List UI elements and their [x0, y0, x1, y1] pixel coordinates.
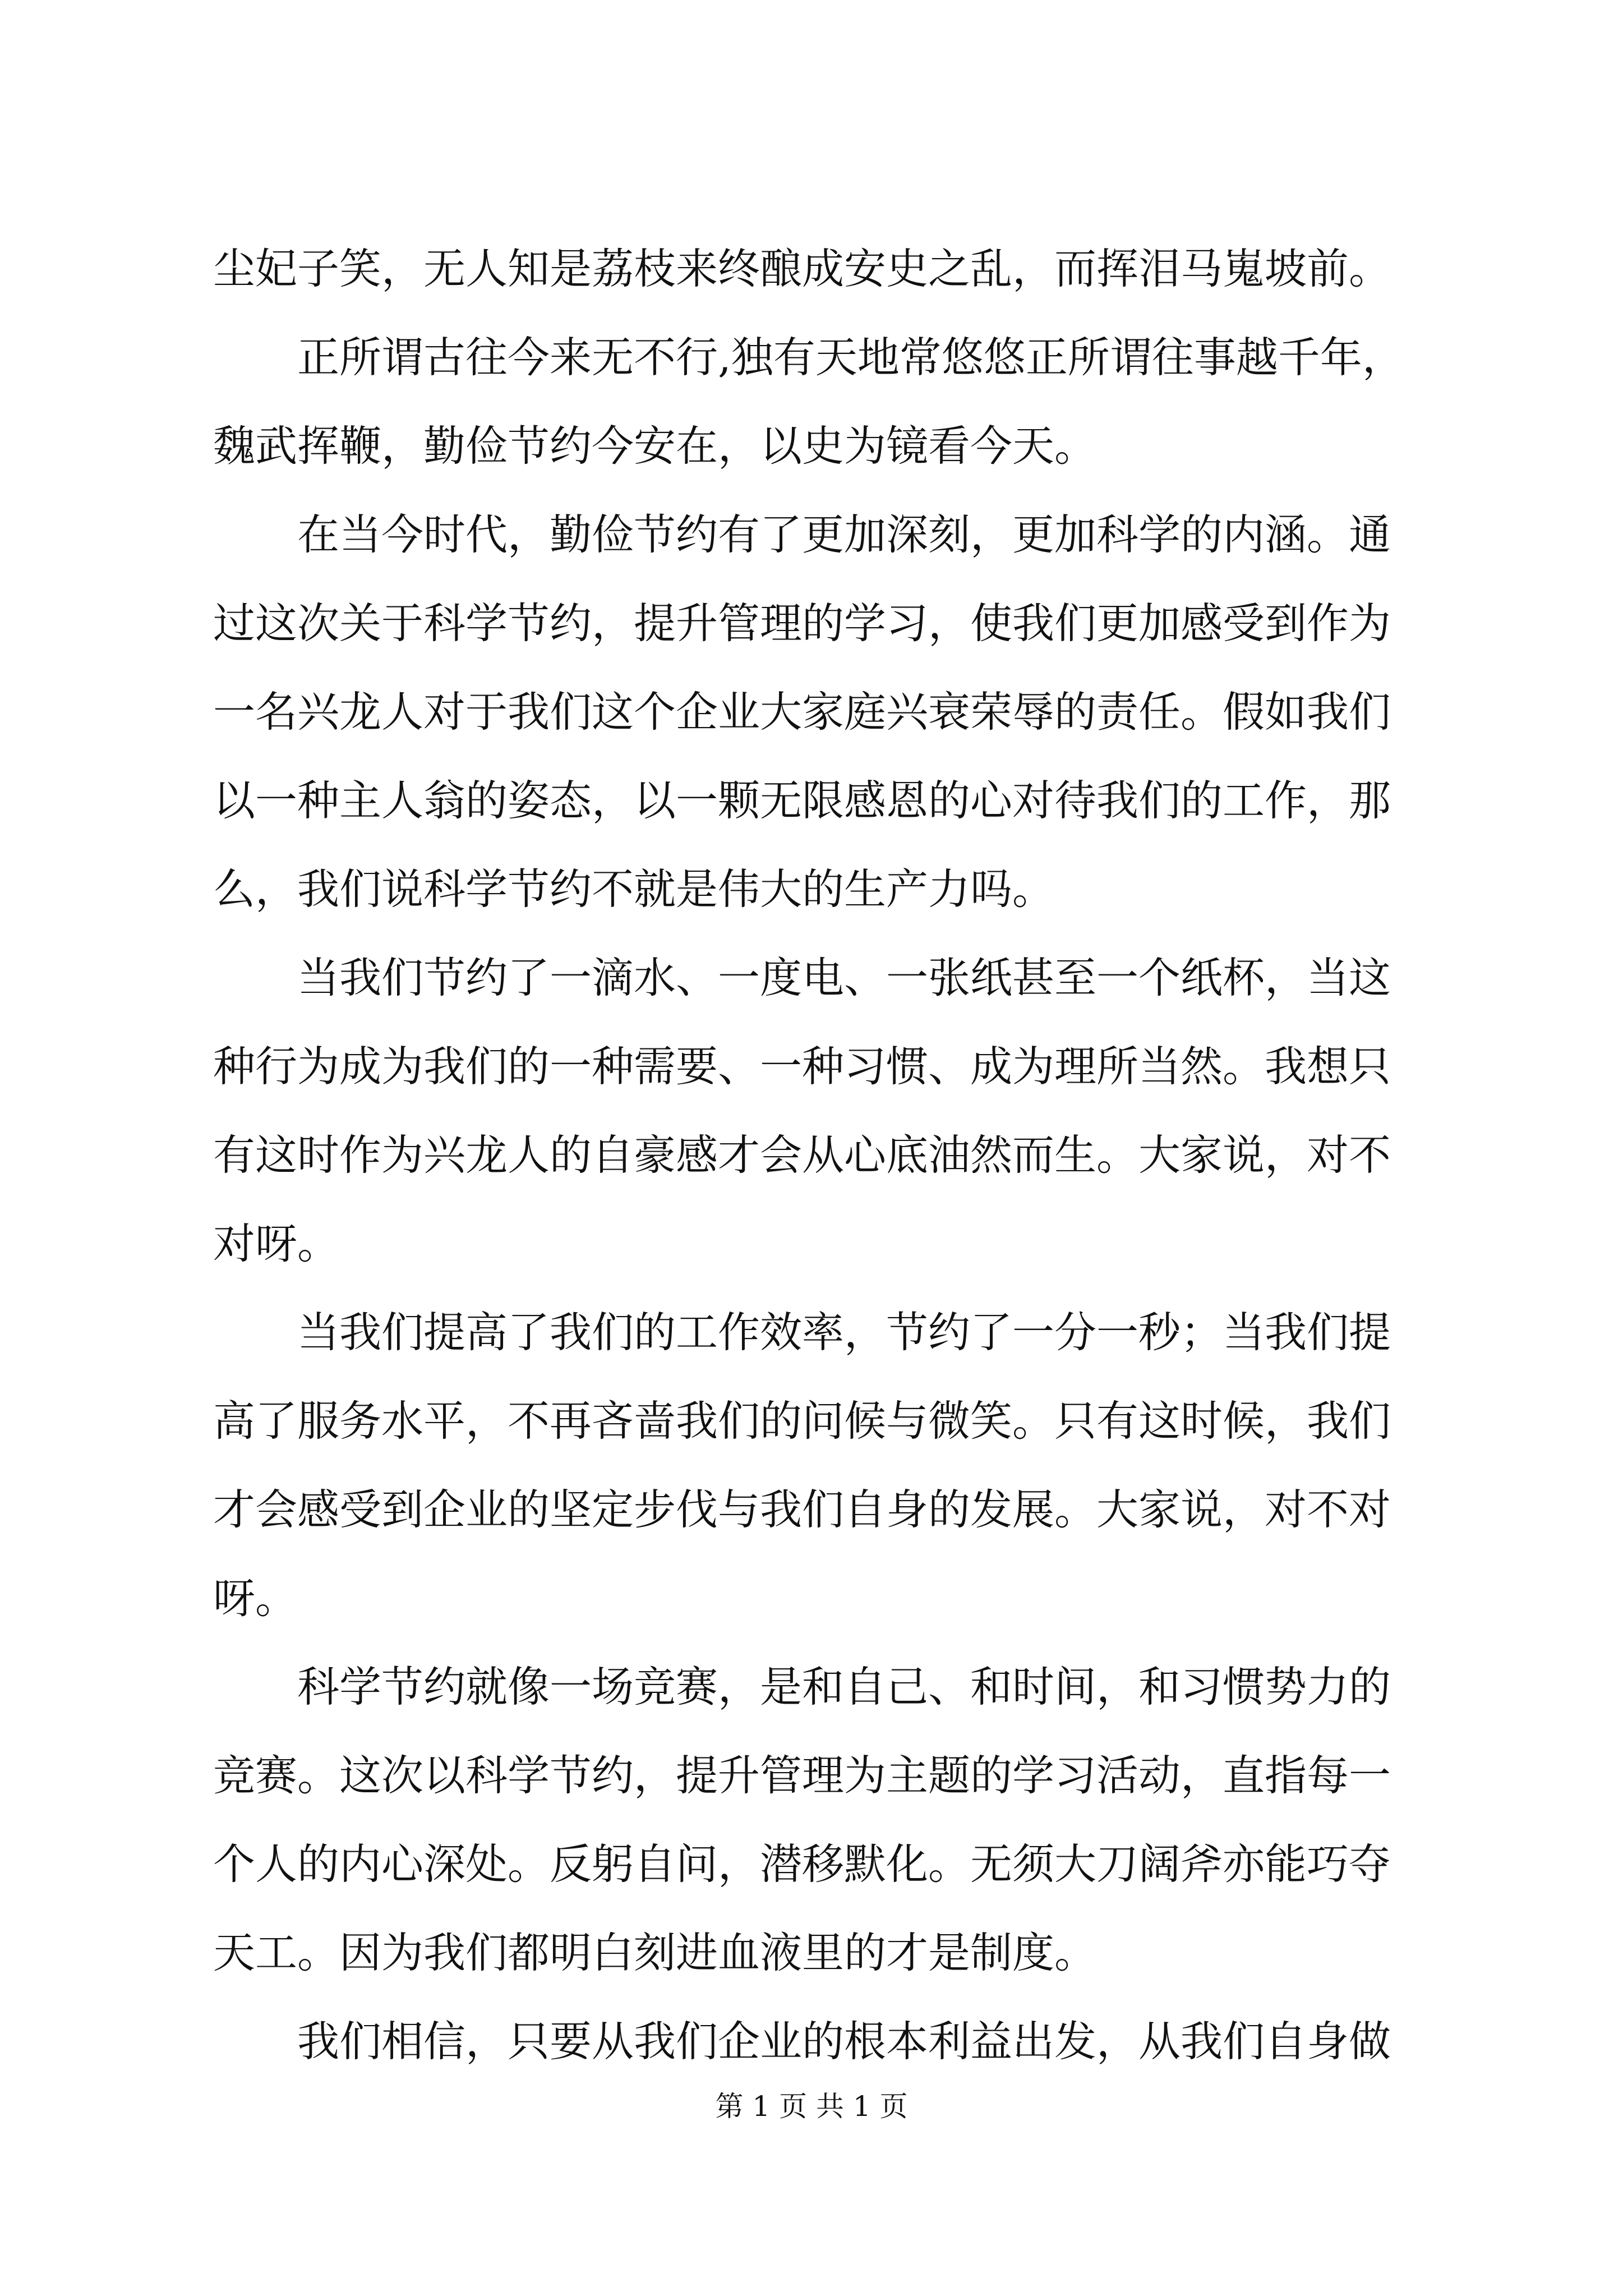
- text-line: 当我们提高了我们的工作效率，节约了一分一秒；当我们提: [297, 1308, 1391, 1357]
- text-line: 对呀。: [213, 1219, 340, 1268]
- text-line: 天工。因为我们都明白刻进血液里的才是制度。: [213, 1928, 1097, 1977]
- text-line: 在当今时代，勤俭节约有了更加深刻，更加科学的内涵。通: [297, 510, 1391, 559]
- text-line: 科学节约就像一场竞赛，是和自己、和时间，和习惯势力的: [297, 1662, 1391, 1711]
- text-line: 竞赛。这次以科学节约，提升管理为主题的学习活动，直指每一: [213, 1751, 1391, 1800]
- page-footer: 第 1 页 共 1 页: [715, 2090, 908, 2123]
- text-line: 才会感受到企业的坚定步伐与我们自身的发展。大家说，对不对: [213, 1485, 1391, 1534]
- text-line: 尘妃子笑，无人知是荔枝来终酿成安史之乱，而挥泪马嵬坡前。: [213, 244, 1391, 293]
- text-line: 个人的内心深处。反躬自问，潜移默化。无须大刀阔斧亦能巧夺: [213, 1839, 1391, 1889]
- text-line: 高了服务水平，不再吝啬我们的问候与微笑。只有这时候，我们: [213, 1396, 1391, 1446]
- text-line: 一名兴龙人对于我们这个企业大家庭兴衰荣辱的责任。假如我们: [213, 687, 1391, 737]
- text-line: 么，我们说科学节约不就是伟大的生产力吗。: [213, 864, 1055, 914]
- text-line: 魏武挥鞭，勤俭节约今安在，以史为镜看今天。: [213, 421, 1097, 471]
- text-line: 以一种主人翁的姿态，以一颗无限感恩的心对待我们的工作，那: [213, 776, 1391, 825]
- body-text: [213, 224, 1469, 2086]
- text-line: 呀。: [213, 1573, 298, 1623]
- text-line: 过这次关于科学节约，提升管理的学习，使我们更加感受到作为: [213, 599, 1391, 648]
- text-line: 我们相信，只要从我们企业的根本利益出发，从我们自身做: [297, 2017, 1391, 2066]
- text-line: 种行为成为我们的一种需要、一种习惯、成为理所当然。我想只: [213, 1042, 1391, 1091]
- text-line: 有这时作为兴龙人的自豪感才会从心底油然而生。大家说，对不: [213, 1130, 1391, 1180]
- text-line: 正所谓古往今来无不行,独有天地常悠悠正所谓往事越千年，: [297, 333, 1404, 382]
- text-line: 当我们节约了一滴水、一度电、一张纸甚至一个纸杯，当这: [297, 953, 1391, 1002]
